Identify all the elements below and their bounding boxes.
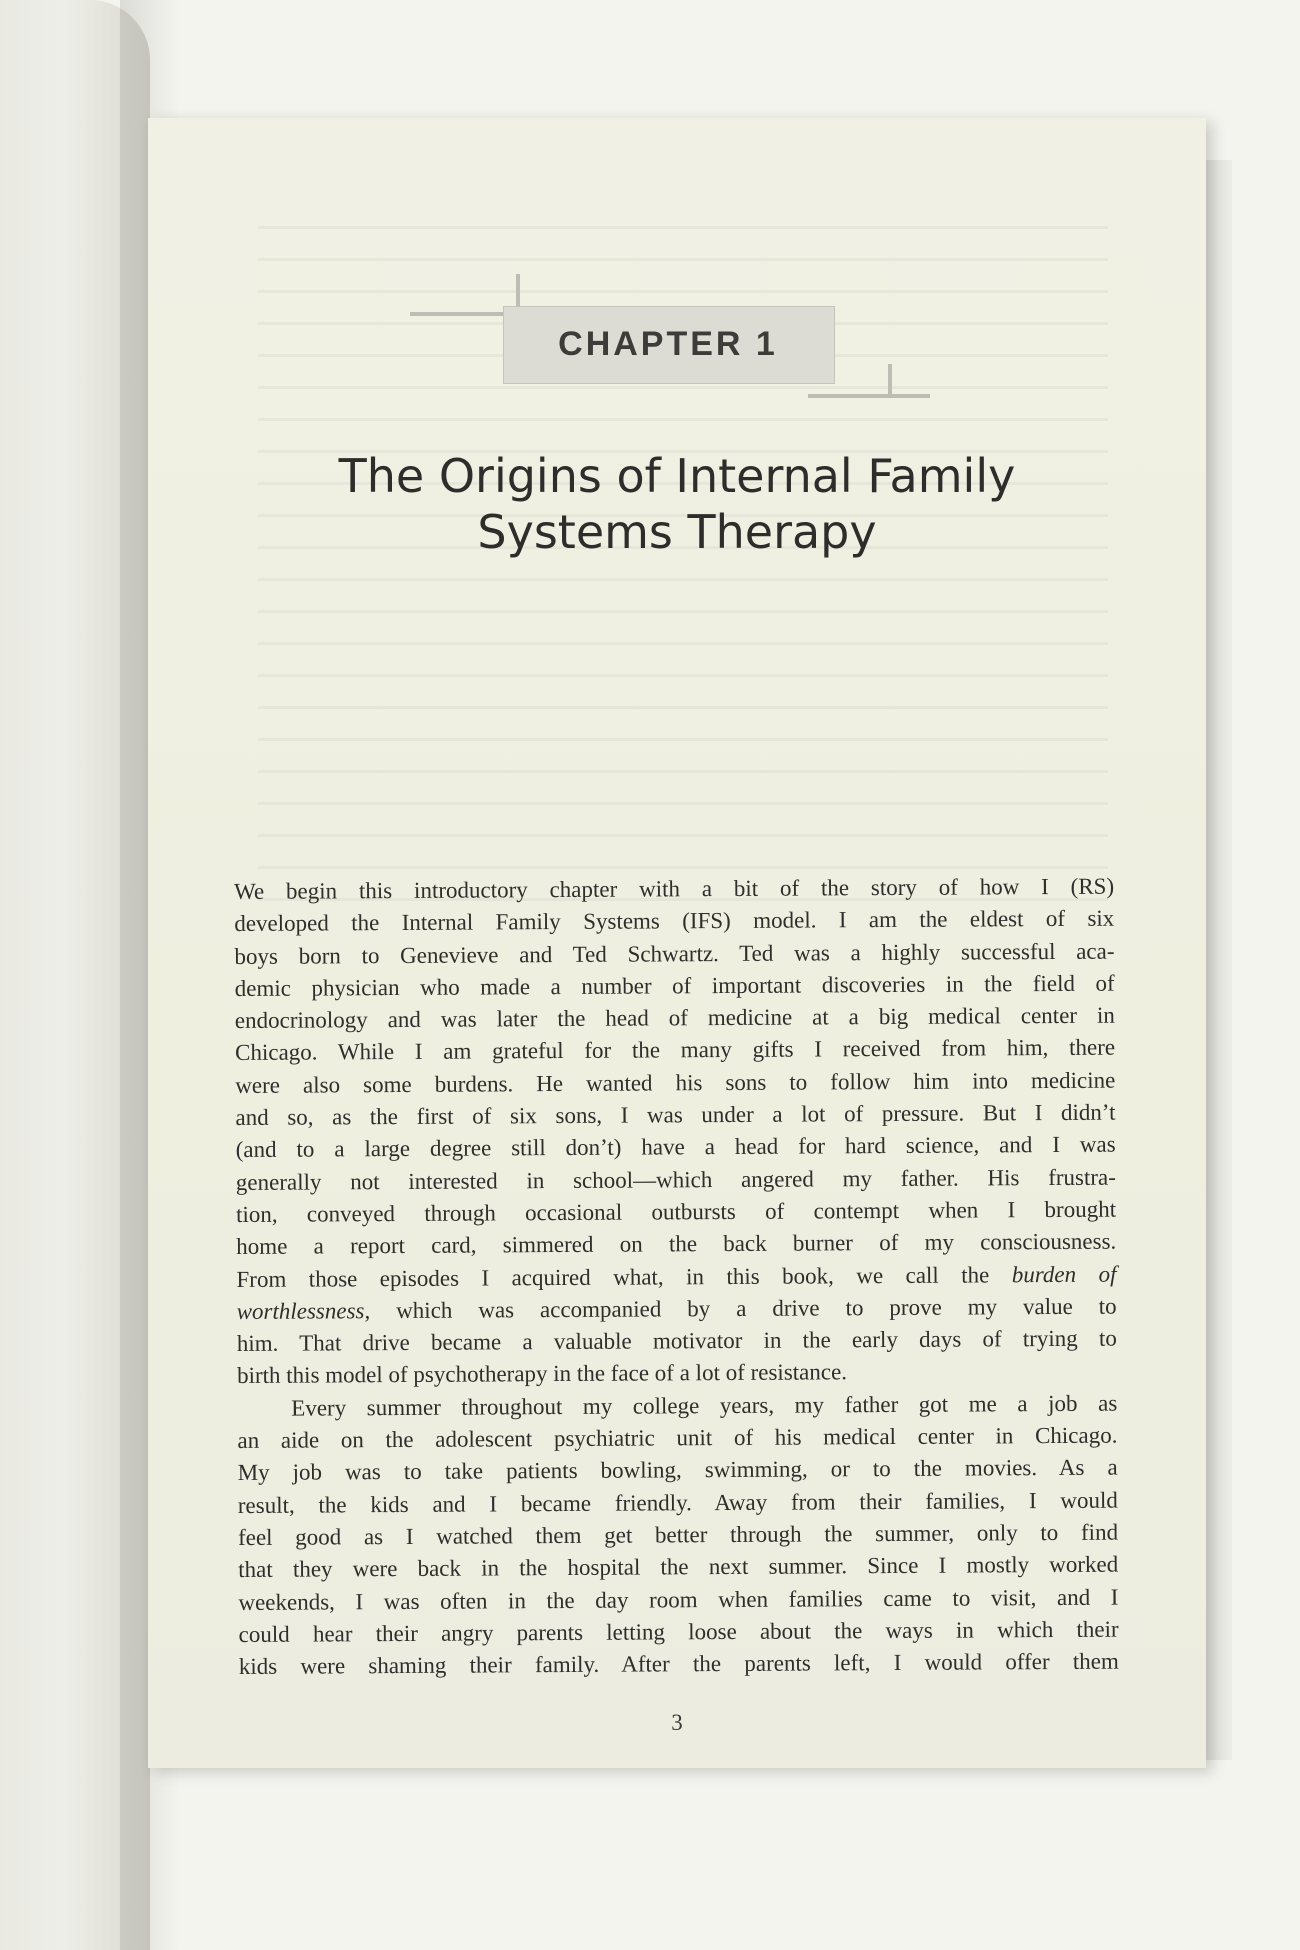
- text-line: tion, conveyed through occasional outbursts of contempt when I brought: [235, 1196, 1117, 1227]
- text-line: We begin this introductory chapter with a bit of the story of how I (RS): [234, 873, 1115, 904]
- italic-term: burden of: [1011, 1261, 1117, 1287]
- text-line: boys born to Genevieve and Ted Schwartz. Ted was a highly successful aca-: [234, 938, 1115, 969]
- chapter-title-line-2: Systems Therapy: [477, 505, 877, 559]
- body-text: [234, 871, 1119, 1684]
- text-line: Every summer throughout my college years, my father got me a job as: [291, 1390, 1118, 1421]
- text-run: From those episodes I acquired what, in this book, we call the: [236, 1261, 1012, 1292]
- chapter-deco-tick-bottom: [888, 364, 892, 398]
- text-line: were also some burdens. He wanted his sons to follow him into medicine: [235, 1067, 1116, 1098]
- text-line: Chicago. While I am grateful for the many gifts I received from him, there: [235, 1035, 1116, 1066]
- text-line: developed the Internal Family Systems (IFS) model. I am the eldest of six: [234, 905, 1115, 937]
- text-line: that they were back in the hospital the next summer. Since I mostly worked: [238, 1551, 1119, 1583]
- text-line: endocrinology and was later the head of medicine at a big medical center in: [234, 1002, 1115, 1034]
- text-run: which was accompanied by a drive to prove my value to: [370, 1293, 1117, 1324]
- page-number: 3: [671, 1710, 683, 1735]
- text-line: (and to a large degree still don’t) have a head for hard science, and I was: [235, 1131, 1116, 1163]
- text-line: home a report card, simmered on the back burner of my consciousness.: [236, 1228, 1117, 1260]
- text-line: kids were shaming their family. After the parents left, I would offer them: [238, 1648, 1119, 1680]
- book-page: [148, 118, 1206, 1768]
- chapter-title: [208, 448, 1146, 560]
- text-line: him. That drive became a valuable motivator in the early days of trying to: [236, 1325, 1117, 1357]
- text-line: result, the kids and I became friendly. Away from their families, I would: [237, 1487, 1118, 1518]
- text-line: birth this model of psychotherapy in the face of a lot of resistance.: [236, 1359, 848, 1389]
- chapter-label: CHAPTER 1: [558, 325, 778, 363]
- text-line-with-italic: [237, 1290, 1117, 1328]
- text-line: feel good as I watched them get better through the summer, only to find: [237, 1519, 1119, 1550]
- text-line: generally not interested in school—which angered my father. His frustra-: [235, 1164, 1116, 1195]
- text-line: My job was to take patients bowling, swimming, or to the movies. As a: [237, 1454, 1118, 1486]
- text-line: an aide on the adolescent psychiatric unit of his medical center in Chicago.: [237, 1422, 1118, 1454]
- text-line: and so, as the first of six sons, I was under a lot of pressure. But I didn’t: [235, 1099, 1116, 1131]
- text-line: could hear their angry parents letting loose about the ways in which their: [238, 1616, 1119, 1647]
- italic-term: worthlessness,: [236, 1298, 371, 1324]
- text-line: weekends, I was often in the day room when families came to visit, and I: [238, 1584, 1119, 1615]
- chapter-deco-line-right: [808, 394, 930, 398]
- text-line: demic physician who made a number of important discoveries in the field of: [234, 970, 1115, 1001]
- text-line-with-italic: [236, 1258, 1116, 1296]
- chapter-title-line-1: The Origins of Internal Family: [338, 449, 1016, 503]
